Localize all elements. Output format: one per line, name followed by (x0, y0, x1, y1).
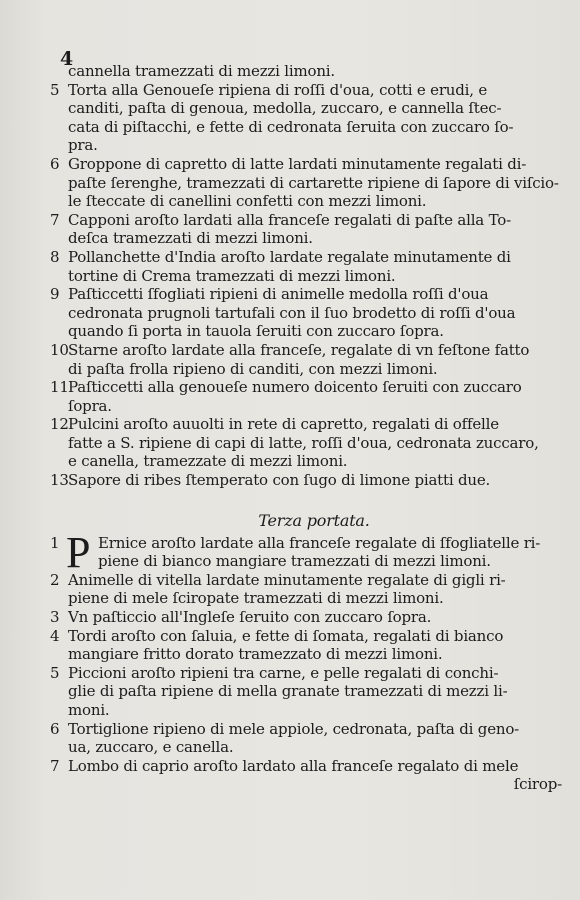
entry-number: 4 (50, 626, 60, 645)
entry-text: cata di piſtacchi, e fette di cedronata ſeruita con zuccaro ſo- (68, 117, 514, 136)
text-line (58, 452, 570, 471)
text-line (50, 719, 570, 739)
entry-text: Groppone di capretto di latte lardati minutamente regalati di- (68, 154, 527, 173)
entry-number: 2 (50, 570, 60, 589)
text-line (58, 229, 570, 248)
text-line (50, 340, 570, 360)
first-entry (50, 527, 570, 577)
entry-text: Paſticcetti alla genoueſe numero doicento ſeruiti con zuccaro (68, 378, 522, 397)
entry-text: mangiare fritto dorato tramezzato di mezzi limoni. (68, 645, 443, 664)
entry-text: glie di paſta ripiene di mella granate tramezzati di mezzi li- (68, 682, 508, 701)
text-line (50, 378, 570, 397)
text-line (58, 701, 570, 720)
entry-number: 5 (50, 80, 60, 99)
entry-text: Piccioni aroſto ripieni tra carne, e pelle regalati di conchi- (68, 663, 499, 682)
entry-text: Lombo di caprio aroſto lardato alla franceſe regalato di mele (68, 756, 519, 775)
text-line (58, 682, 570, 701)
entry-text: Torta alla Genoueſe ripiena di roſſi d'oua, cotti e erudi, e (68, 80, 488, 99)
text-line (58, 62, 570, 81)
entry-number: 10 (50, 340, 69, 359)
text-line (58, 397, 570, 416)
text-line (58, 738, 570, 757)
text-line (50, 210, 570, 230)
entry-text: deſca tramezzati di mezzi limoni. (68, 229, 313, 248)
text-line (50, 285, 570, 304)
entry-text: Pulcini aroſto auuolti in rete di capretto, regalati di offelle (68, 415, 499, 434)
entry-text: Paſticcetti ſfogliati ripieni di animelle medolla roſſi d'oua (68, 285, 489, 304)
text-line (58, 192, 570, 211)
drop-capital: P (66, 527, 91, 577)
entry-text: canditi, paſta di genoua, medolla, zuccaro, e cannella ſtec- (68, 99, 502, 118)
entry-number: 7 (50, 756, 60, 775)
entry-text: Tordi aroſto con ſaluia, e fette di ſomata, regalati di bianco (68, 626, 504, 645)
entry-number: 8 (50, 247, 60, 266)
entry-number: 11 (50, 378, 69, 397)
entry-text: ſopra. (68, 396, 112, 415)
entry-text: Sapore di ribes ſtemperato con ſugo di limone piatti due. (68, 471, 491, 490)
text-line (50, 570, 570, 590)
text-line (58, 322, 570, 341)
text-line (50, 626, 570, 646)
entry-number: 13 (50, 471, 69, 490)
text-line (58, 645, 570, 664)
text-line (58, 304, 570, 323)
text-line (58, 589, 570, 608)
entry-text: piene di bianco mangiare tramezzati di mezzi limoni. (98, 552, 491, 571)
text-line (50, 247, 570, 267)
text-line (50, 80, 570, 100)
entry-text: fatte a S. ripiene di capi di latte, roſſi d'oua, cedronata zuccaro, (68, 433, 539, 452)
entry-text: quando ſi porta in tauola ſeruiti con zuccaro ſopra. (68, 322, 444, 341)
entry-text: piene di mele ſciropate tramezzati di mezzi limoni. (68, 589, 444, 608)
third-course-entries (50, 570, 570, 776)
entry-text: Capponi aroſto lardati alla franceſe regalati di paſte alla To- (68, 210, 511, 229)
entry-text: ua, zuccaro, e canella. (68, 738, 234, 757)
entry-text: Animelle di vitella lardate minutamente regalate di gigli ri- (68, 570, 506, 589)
entry-number: 7 (50, 210, 60, 229)
section-heading: Terza portata. (258, 510, 370, 530)
entry-number: 1 (50, 533, 60, 552)
text-line (58, 174, 570, 193)
text-line (50, 415, 570, 434)
entry-text: e canella, tramezzate di mezzi limoni. (68, 452, 348, 471)
text-line (58, 118, 570, 137)
text-line (58, 360, 570, 379)
entry-text: cedronata prugnoli tartufali con il ſuo brodetto di roſſi d'oua (68, 303, 516, 322)
entry-text: moni. (68, 701, 110, 719)
text-line (58, 267, 570, 286)
entry-number: 9 (50, 285, 60, 304)
entry-text: paſte ſerenghe, tramezzati di cartarette ripiene di ſapore di viſcio- (68, 173, 559, 192)
entry-text: le ſteccate di canellini confetti con mezzi limoni. (68, 192, 427, 211)
entry-text: Vn paſticcio all'Ingleſe ſeruito con zuccaro ſopra. (68, 608, 432, 627)
text-line (50, 608, 570, 627)
entry-text: Starne aroſto lardate alla franceſe, regalate di vn feſtone fatto (68, 340, 530, 359)
entry-number: 12 (50, 415, 69, 434)
entry-number: 6 (50, 154, 60, 173)
page-number: 4 (60, 48, 74, 70)
catchword: ſcirop- (513, 775, 562, 794)
entry-text: di paſta frolla ripieno di canditi, con mezzi limoni. (68, 359, 438, 378)
text-line (50, 471, 570, 490)
entry-text: tortine di Crema tramezzati di mezzi limoni. (68, 266, 396, 285)
text-line (58, 434, 570, 453)
entry-text: Tortiglione ripieno di mele appiole, cedronata, paſta di geno- (68, 719, 520, 738)
entry-text: pra. (68, 136, 98, 155)
second-course-continuation (50, 62, 570, 490)
text-line (50, 663, 570, 683)
entry-text: Pollanchette d'India aroſto lardate regalate minutamente di (68, 247, 511, 266)
text-line (50, 756, 570, 776)
entry-text: cannella tramezzati di mezzi limoni. (68, 62, 335, 80)
entry-text: Ernice aroſto lardate alla franceſe regalate di ſfogliatelle ri- (98, 533, 541, 552)
text-line (50, 154, 570, 174)
text-line (58, 99, 570, 118)
entry-number: 3 (50, 608, 60, 627)
entry-number: 6 (50, 719, 60, 738)
page-text (50, 62, 570, 794)
entry-number: 5 (50, 663, 60, 682)
text-line (58, 136, 570, 155)
